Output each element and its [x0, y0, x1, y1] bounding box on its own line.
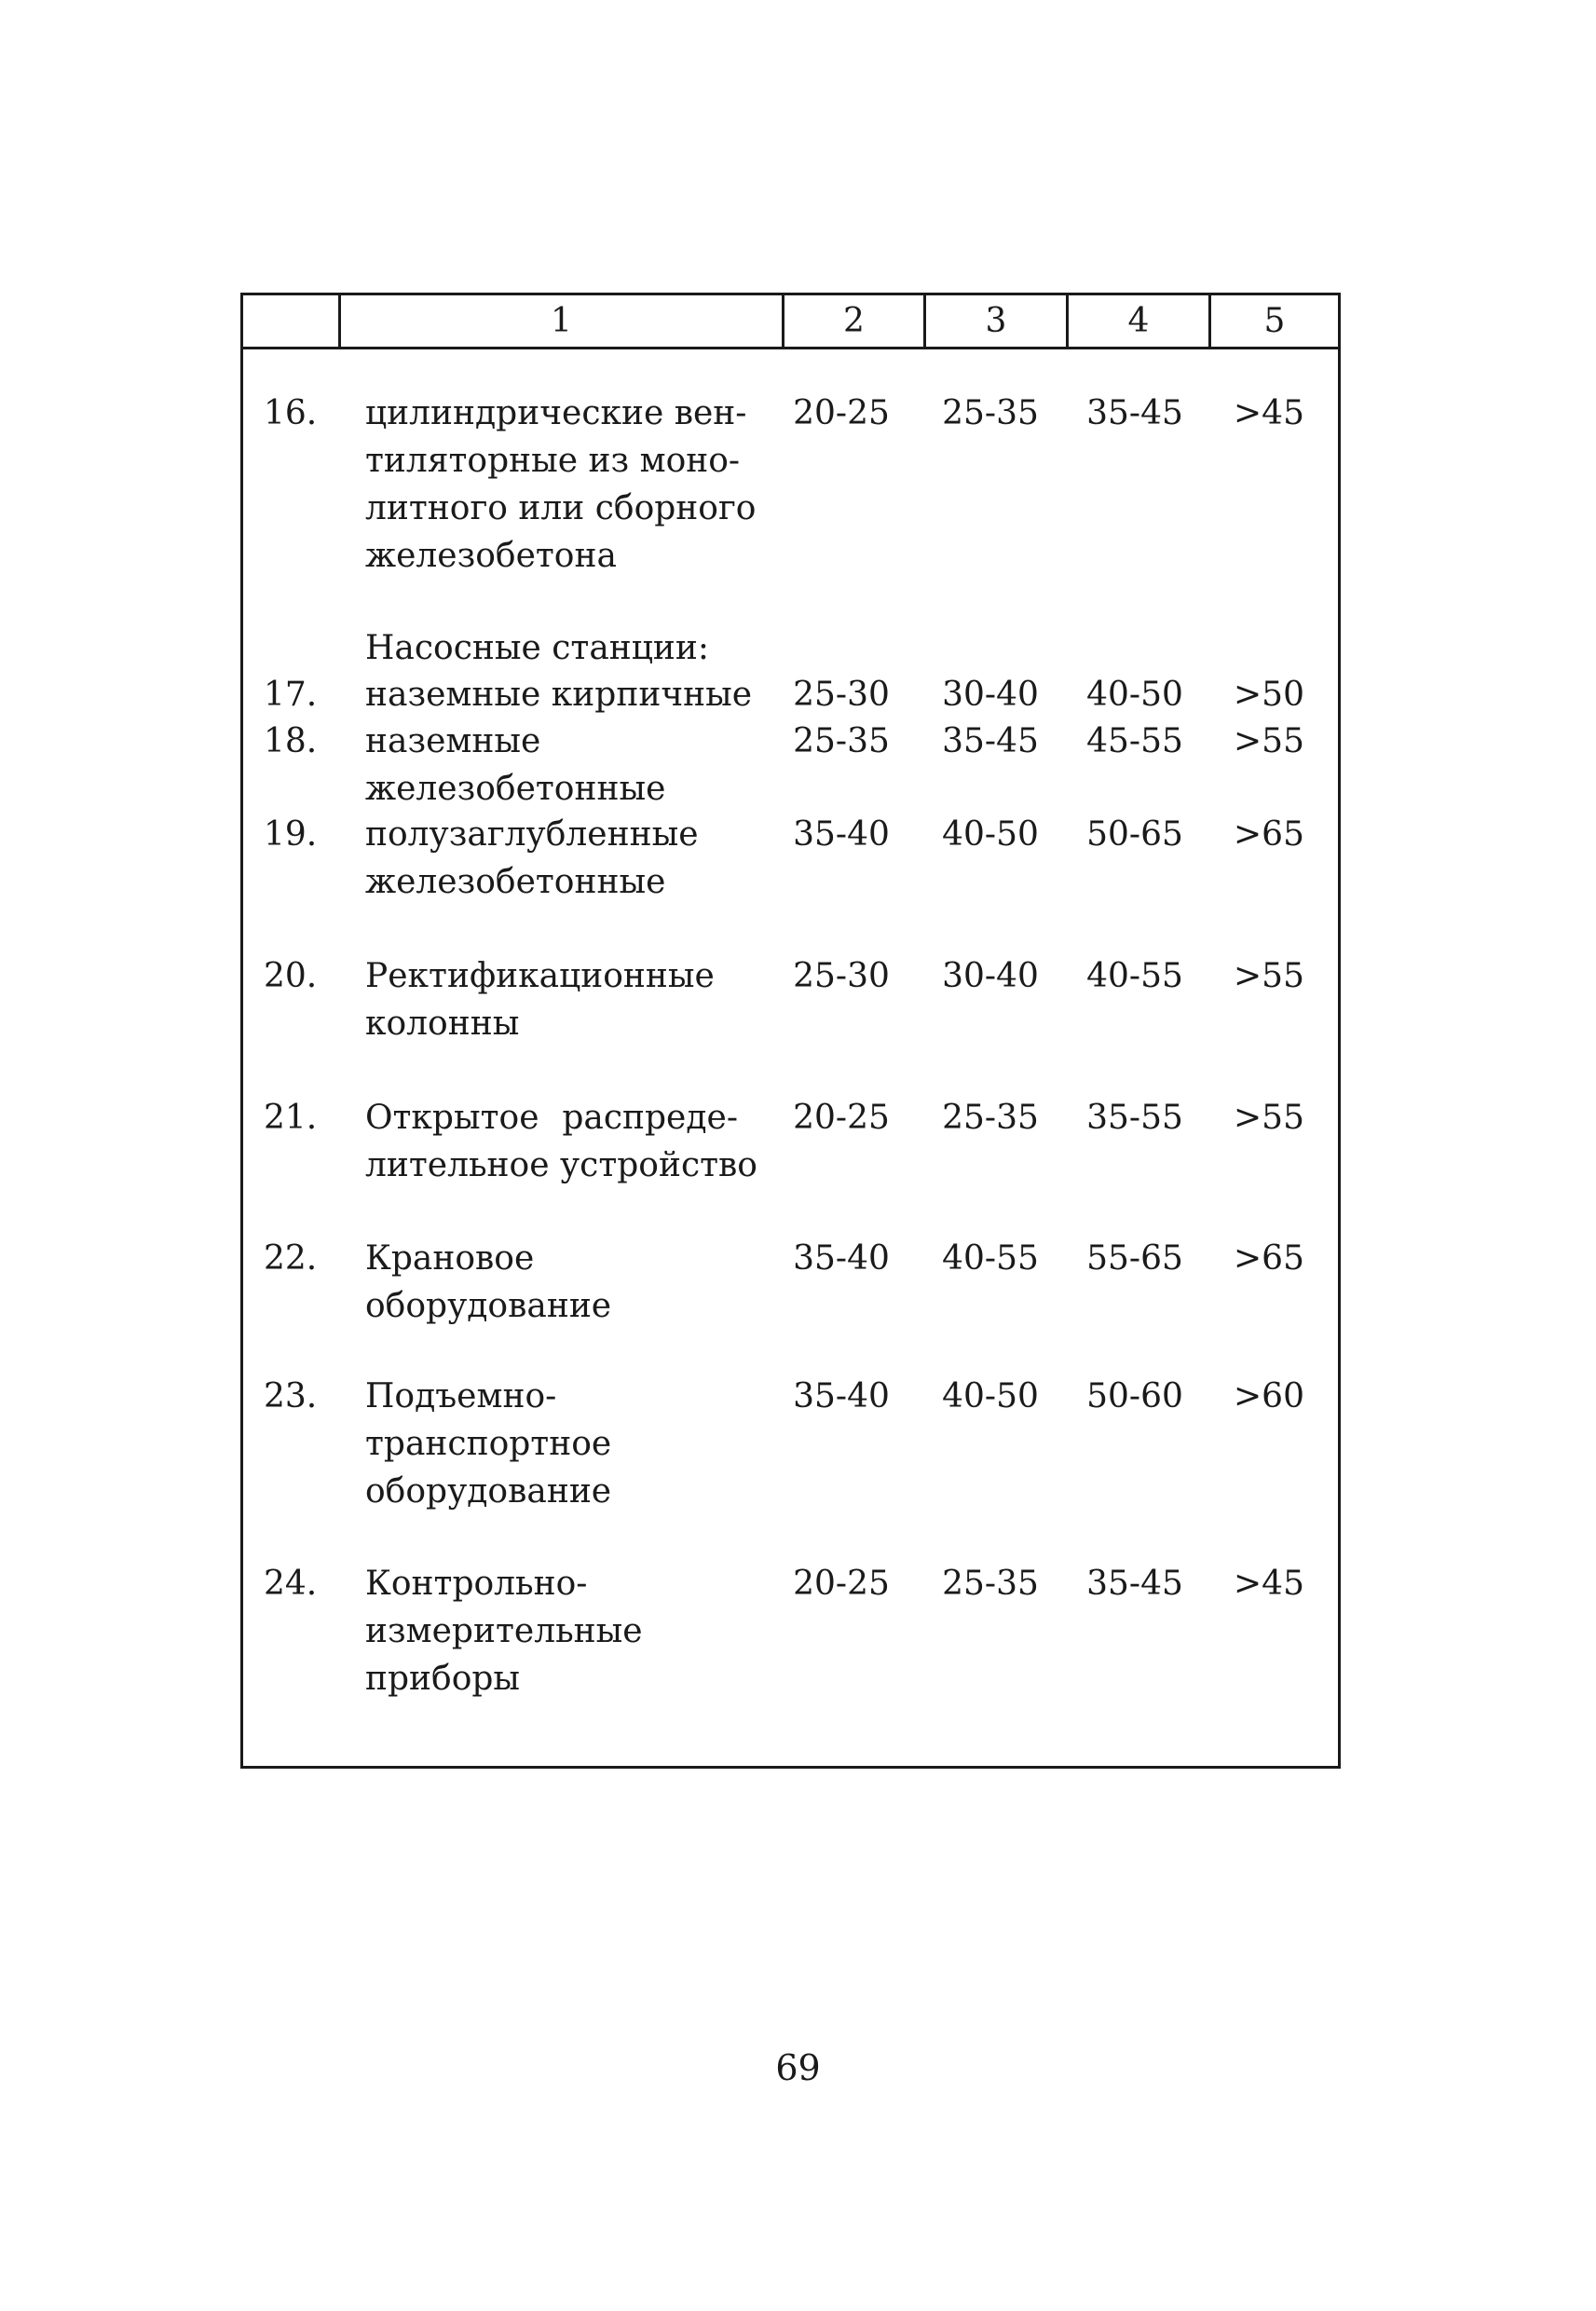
- value-col-4: 55-65: [1086, 1239, 1183, 1278]
- header-cell-number: [243, 295, 341, 347]
- row-number: 17.: [264, 676, 318, 714]
- value-col-4: 50-60: [1086, 1377, 1183, 1415]
- row-number: 23.: [264, 1377, 318, 1415]
- value-col-3: 40-55: [942, 1239, 1039, 1278]
- value-col-3: 30-40: [942, 676, 1039, 714]
- data-table: [240, 293, 1341, 1769]
- value-col-5: >55: [1234, 1099, 1304, 1137]
- description-line: колонны: [365, 1005, 520, 1043]
- value-col-5: >45: [1234, 394, 1304, 432]
- value-col-4: 50-65: [1086, 815, 1183, 854]
- row-number: 16.: [264, 394, 318, 432]
- value-col-5: >60: [1234, 1377, 1304, 1415]
- value-col-2: 35-40: [793, 815, 890, 854]
- value-col-2: 20-25: [793, 1099, 890, 1137]
- value-col-3: 40-50: [942, 1377, 1039, 1415]
- row-number: 24.: [264, 1565, 318, 1603]
- table-header-row: [243, 295, 1338, 349]
- row-description: [365, 811, 738, 906]
- description-line: транспортное: [365, 1425, 612, 1463]
- value-col-3: 25-35: [942, 1565, 1039, 1603]
- value-col-2: 20-25: [793, 1565, 890, 1603]
- description-line: полузаглубленные: [365, 815, 699, 854]
- header-cell-1: 1: [341, 295, 784, 347]
- value-col-4: 40-55: [1086, 957, 1183, 995]
- row-number: 22.: [264, 1239, 318, 1278]
- description-line: цилиндрические вен-: [365, 394, 747, 432]
- description-line: Контрольно-: [365, 1565, 588, 1603]
- description-line: Крановое: [365, 1239, 535, 1278]
- header-cell-5: 5: [1263, 302, 1286, 340]
- row-description: [365, 952, 738, 1047]
- value-col-3: 40-50: [942, 815, 1039, 854]
- value-col-3: 35-45: [942, 722, 1039, 760]
- value-col-2: 20-25: [793, 394, 890, 432]
- header-cell-3: 3: [926, 295, 1069, 347]
- header-cell-2: 2: [784, 295, 926, 347]
- row-description: [365, 1373, 738, 1515]
- row-number: 20.: [264, 957, 318, 995]
- page-number: 69: [775, 2047, 821, 2088]
- description-line: оборудование: [365, 1472, 612, 1511]
- row-number: 18.: [264, 722, 318, 760]
- description-line: железобетона: [365, 537, 617, 575]
- value-col-5: >55: [1234, 957, 1304, 995]
- description-line: приборы: [365, 1660, 521, 1698]
- row-number: 19.: [264, 815, 318, 854]
- description-line: Подъемно-: [365, 1377, 557, 1415]
- row-description: [365, 671, 753, 718]
- description-line: Насосные станции:: [365, 629, 710, 667]
- value-col-5: >55: [1234, 722, 1304, 760]
- value-col-5: >50: [1234, 676, 1304, 714]
- value-col-4: 35-45: [1086, 394, 1183, 432]
- description-line: железобетонные: [365, 863, 666, 901]
- value-col-5: >45: [1234, 1565, 1304, 1603]
- row-description: [365, 390, 757, 580]
- description-line: оборудование: [365, 1287, 612, 1325]
- description-line: железобетонные: [365, 770, 666, 808]
- value-col-5: >65: [1234, 815, 1304, 854]
- value-col-5: >65: [1234, 1239, 1304, 1278]
- value-col-3: 25-35: [942, 394, 1039, 432]
- value-col-2: 35-40: [793, 1377, 890, 1415]
- value-col-3: 25-35: [942, 1099, 1039, 1137]
- value-col-2: 25-30: [793, 957, 890, 995]
- row-description: [365, 1560, 738, 1702]
- value-col-4: 45-55: [1086, 722, 1183, 760]
- value-col-2: 25-35: [793, 722, 890, 760]
- row-number: 21.: [264, 1099, 318, 1137]
- value-col-4: 40-50: [1086, 676, 1183, 714]
- row-description: [365, 1094, 757, 1189]
- description-line: Открытое распреде-: [365, 1099, 738, 1137]
- value-col-4: 35-45: [1086, 1565, 1183, 1603]
- description-line: измерительные: [365, 1612, 643, 1650]
- description-line: наземные кирпичные: [365, 676, 753, 714]
- header-cell-4: 4: [1069, 295, 1211, 347]
- description-line: лительное устройство: [365, 1146, 757, 1184]
- description-line: тиляторные из моно-: [365, 442, 741, 480]
- value-col-2: 35-40: [793, 1239, 890, 1278]
- description-line: литного или сборного: [365, 489, 757, 527]
- value-col-3: 30-40: [942, 957, 1039, 995]
- description-line: наземные: [365, 722, 541, 760]
- value-col-2: 25-30: [793, 676, 890, 714]
- row-description: [365, 1235, 738, 1330]
- section-heading: [365, 624, 738, 672]
- row-description: [365, 718, 738, 813]
- description-line: Ректификационные: [365, 957, 715, 995]
- value-col-4: 35-55: [1086, 1099, 1183, 1137]
